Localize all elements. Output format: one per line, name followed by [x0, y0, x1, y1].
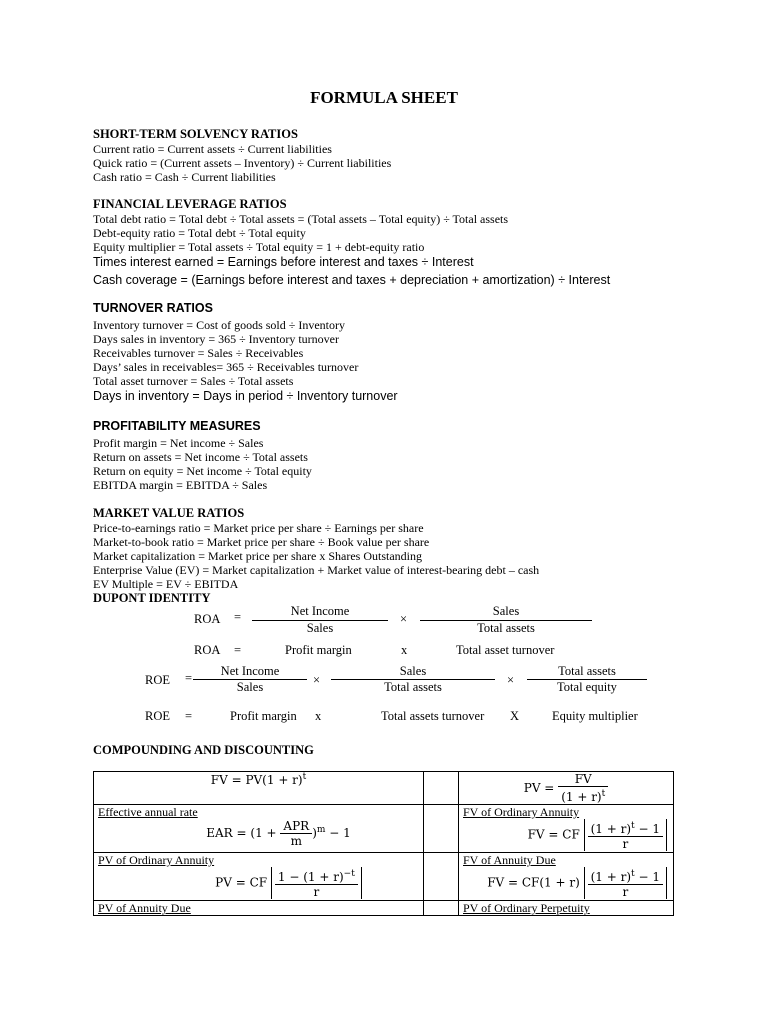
- spacer-cell: [424, 772, 459, 805]
- ear-cell: [94, 805, 424, 853]
- spacer-cell: [424, 853, 459, 901]
- asset-turnover-term: Total asset turnover: [456, 643, 555, 657]
- leverage-section: [93, 197, 743, 288]
- section-heading: TURNOVER RATIOS: [93, 301, 213, 315]
- fv-annuity-due-cell: [459, 853, 674, 901]
- fv-ordinary-annuity-label: FV of Ordinary Annuity: [463, 805, 580, 819]
- numerator: Sales: [399, 664, 427, 678]
- formula-line: Cash ratio = Cash ÷ Current liabilities: [93, 170, 276, 184]
- equals-sign: =: [234, 643, 242, 657]
- table-row: [94, 853, 674, 901]
- formula-line: Enterprise Value (EV) = Market capitalization + Market value of interest-bearing debt – cash: [93, 563, 540, 577]
- roe-label: ROE: [145, 709, 170, 723]
- spacer-cell: [424, 901, 459, 916]
- numerator: Total assets: [558, 664, 616, 678]
- ear-formula: EAR = (1 + $\frac{\text{APR}}{m}$ )$^m$ − 1: [206, 819, 351, 848]
- fv-annuity-due-formula: FV = CF(1 + r) $\frac{(1 + r)^t - 1}{r}$: [463, 867, 669, 899]
- section-heading: MARKET VALUE RATIOS: [93, 506, 245, 520]
- short-term-section: [93, 127, 743, 184]
- equals-sign: =: [185, 671, 193, 685]
- fv-annuity-due-label: FV of Annuity Due: [463, 853, 556, 867]
- profit-margin-term: Profit margin: [285, 643, 352, 657]
- formula-line: Equity multiplier = Total assets ÷ Total equity = 1 + debt-equity ratio: [93, 240, 425, 254]
- fv-formula: FV = $PV(1 + r)^t$: [210, 772, 307, 787]
- profitability-section: [93, 419, 743, 492]
- pv-formula: PV = $\frac{FV}{(1 + r)^t}$: [524, 781, 608, 795]
- profit-margin-term: Profit margin: [230, 709, 297, 723]
- numerator: Net Income: [220, 664, 280, 678]
- times-sign: x: [315, 709, 322, 723]
- formula-line: Profit margin = Net income ÷ Sales: [93, 436, 264, 450]
- denominator: Total equity: [557, 680, 617, 694]
- compounding-table: [93, 771, 674, 916]
- equals-sign: =: [234, 610, 242, 624]
- roe-label: ROE: [145, 673, 170, 687]
- denominator: Total assets: [477, 621, 535, 635]
- formula-line: Receivables turnover = Sales ÷ Receivables: [93, 346, 304, 360]
- denominator: Sales: [306, 621, 334, 635]
- numerator: Sales: [492, 604, 520, 618]
- formula-line: Days in inventory = Days in period ÷ Inventory turnover: [93, 389, 398, 403]
- pv-annuity-due-cell: [94, 901, 424, 916]
- market-section: [93, 506, 743, 606]
- formula-line: EV Multiple = EV ÷ EBITDA: [93, 577, 239, 591]
- pv-perpetuity-label: PV of Ordinary Perpetuity: [463, 901, 590, 915]
- page-title: FORMULA SHEET: [310, 88, 458, 107]
- formula-line: Current ratio = Current assets ÷ Current liabilities: [93, 142, 332, 156]
- equity-multiplier-term: Equity multiplier: [552, 709, 638, 723]
- formula-line: Market-to-book ratio = Market price per share ÷ Book value per share: [93, 535, 430, 549]
- roa-label: ROA: [194, 612, 221, 626]
- times-sign: ×: [400, 612, 408, 626]
- formula-line: Return on assets = Net income ÷ Total assets: [93, 450, 308, 464]
- formula-line: Days’ sales in receivables= 365 ÷ Receivables turnover: [93, 360, 359, 374]
- formula-line: Return on equity = Net income ÷ Total equity: [93, 464, 312, 478]
- formula-line: EBITDA margin = EBITDA ÷ Sales: [93, 478, 268, 492]
- formula-line: Inventory turnover = Cost of goods sold ÷ Inventory: [93, 318, 345, 332]
- equals-sign: =: [185, 709, 193, 723]
- section-heading: DUPONT IDENTITY: [93, 591, 211, 605]
- section-heading: FINANCIAL LEVERAGE RATIOS: [93, 197, 287, 211]
- formula-line: Days sales in inventory = 365 ÷ Inventory turnover: [93, 332, 339, 346]
- formula-line: Cash coverage = (Earnings before interest and taxes + depreciation + amortization) ÷ Interest: [93, 273, 611, 287]
- formula-line: Market capitalization = Market price per share x Shares Outstanding: [93, 549, 422, 563]
- formula-line: Total debt ratio = Total debt ÷ Total assets = (Total assets – Total equity) ÷ Total assets: [93, 212, 509, 226]
- times-sign: X: [510, 709, 520, 723]
- formula-line: Debt-equity ratio = Total debt ÷ Total equity: [93, 226, 306, 240]
- pv-ordinary-annuity-formula: PV = CF $\frac{1 - (1 + r)^{-t}}{r}$: [158, 867, 419, 899]
- times-sign: ×: [507, 673, 515, 687]
- formula-line: Total asset turnover = Sales ÷ Total assets: [93, 374, 294, 388]
- section-heading: SHORT-TERM SOLVENCY RATIOS: [93, 127, 298, 141]
- asset-turnover-term: Total assets turnover: [381, 709, 485, 723]
- pv-cell: [459, 772, 674, 805]
- denominator: Total assets: [384, 680, 442, 694]
- pv-ordinary-annuity-label: PV of Ordinary Annuity: [98, 853, 215, 867]
- ear-label: Effective annual rate: [98, 805, 198, 819]
- pv-ordinary-annuity-cell: [94, 853, 424, 901]
- pv-perpetuity-cell: [459, 901, 674, 916]
- times-sign: x: [401, 643, 408, 657]
- formula-line: Times interest earned = Earnings before interest and taxes ÷ Interest: [93, 255, 474, 269]
- section-heading: COMPOUNDING AND DISCOUNTING: [93, 743, 314, 757]
- section-heading: PROFITABILITY MEASURES: [93, 419, 261, 433]
- formula-line: Price-to-earnings ratio = Market price per share ÷ Earnings per share: [93, 521, 424, 535]
- pv-annuity-due-label: PV of Annuity Due: [98, 901, 191, 915]
- denominator: Sales: [236, 680, 264, 694]
- fv-ordinary-annuity-cell: [459, 805, 674, 853]
- fv-ordinary-annuity-formula: FV = CF $\frac{(1 + r)^t - 1}{r}$: [463, 819, 669, 851]
- numerator: Net Income: [290, 604, 350, 618]
- spacer-cell: [424, 805, 459, 853]
- table-row: [94, 772, 674, 805]
- formula-line: Quick ratio = (Current assets – Inventory) ÷ Current liabilities: [93, 156, 392, 170]
- table-row: [94, 901, 674, 916]
- turnover-section: [93, 301, 743, 404]
- times-sign: ×: [313, 673, 321, 687]
- fv-cell: [94, 772, 424, 805]
- roa-label: ROA: [194, 643, 221, 657]
- table-row: [94, 805, 674, 853]
